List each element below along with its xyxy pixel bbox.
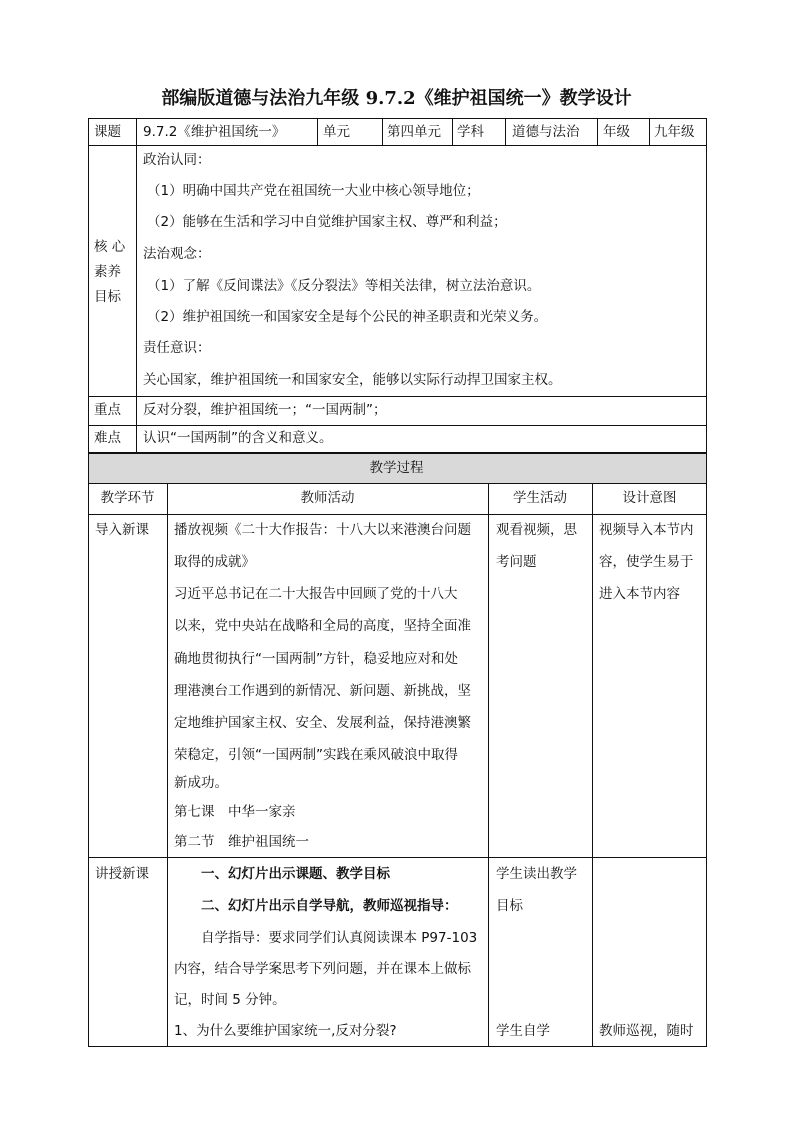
student-line: 考问题 — [496, 554, 537, 570]
column-header: 设计意图 — [622, 490, 677, 506]
column-header: 教学环节 — [100, 490, 155, 506]
divider — [382, 118, 383, 145]
design-line: 教师巡视，随时 — [599, 1023, 694, 1039]
teacher-line: 播放视频《二十大作报告：十八大以来港澳台问题 — [174, 522, 471, 538]
divider — [488, 483, 489, 1047]
divider — [592, 483, 593, 1047]
divider — [88, 425, 707, 426]
core-goal-line: （1）明确中国共产党在祖国统一大业中核心领导地位； — [147, 183, 480, 199]
key-point-value: 反对分裂，维护祖国统一；“一国两制”； — [143, 402, 387, 418]
divider — [505, 118, 506, 145]
process-header: 教学过程 — [369, 460, 424, 476]
core-goal-line: （2）能够在生活和学习中自觉维护国家主权、尊严和利益； — [147, 214, 507, 230]
divider — [88, 145, 707, 146]
grade-label: 年级 — [603, 124, 630, 140]
column-header: 学生活动 — [513, 490, 567, 506]
design-line: 进入本节内容 — [599, 586, 680, 602]
teacher-line: 内容，结合导学案思考下列问题，并在课本上做标 — [174, 961, 471, 977]
core-goal-line: （1）了解《反间谍法》《反分裂法》等相关法律，树立法治意识。 — [147, 278, 541, 294]
divider — [597, 118, 598, 145]
core-goals-label: 核 心 — [94, 239, 126, 255]
key-point-label: 重点 — [94, 402, 121, 418]
core-goal-line: 责任意识： — [143, 340, 211, 356]
teacher-line: 定地维护国家主权、安全、发展利益，保持港澳繁 — [174, 715, 471, 731]
stage-cell: 导入新课 — [95, 522, 149, 538]
topic-label: 课题 — [94, 124, 121, 140]
student-line: 观看视频，思 — [496, 522, 577, 538]
teacher-line: 理港澳台工作遇到的新情况、新问题、新挑战，坚 — [174, 683, 471, 699]
teacher-line: 以来，党中央站在战略和全局的高度，坚持全面准 — [174, 618, 471, 634]
core-goal-line: 政治认同： — [143, 152, 211, 168]
teacher-line: 自学指导：要求同学们认真阅读课本 P97-103 — [201, 930, 478, 946]
teacher-line: 二、幻灯片出示自学导航，教师巡视指导： — [201, 898, 458, 914]
student-line: 学生读出教学 — [496, 866, 577, 882]
document-title: 部编版道德与法治九年级 9.7.2《维护祖国统一》教学设计 — [161, 88, 632, 109]
subject-value: 道德与法治 — [512, 124, 580, 140]
difficult-point-value: 认识“一国两制”的含义和意义。 — [143, 430, 333, 446]
core-goals-label: 目标 — [94, 289, 121, 305]
divider — [317, 118, 318, 145]
core-goal-line: 法治观念： — [143, 246, 211, 262]
grade-value: 九年级 — [654, 124, 695, 140]
design-line: 容，使学生易于 — [599, 554, 694, 570]
core-goal-line: 关心国家，维护祖国统一和国家安全，能够以实际行动捍卫国家主权。 — [143, 372, 562, 388]
teacher-line: 新成功。 — [174, 775, 228, 791]
teacher-line: 确地贯彻执行“一国两制”方针，稳妥地应对和处 — [174, 651, 458, 667]
divider — [167, 483, 168, 1047]
student-line: 学生自学 — [496, 1023, 550, 1039]
divider — [88, 857, 707, 858]
topic-value: 9.7.2《维护祖国统一》 — [143, 124, 286, 140]
teacher-line: 第二节 维护祖国统一 — [174, 834, 309, 850]
difficult-point-label: 难点 — [94, 430, 121, 446]
divider — [649, 118, 650, 145]
core-goal-line: （2）维护祖国统一和国家安全是每个公民的神圣职责和光荣义务。 — [147, 309, 548, 325]
design-line: 视频导入本节内 — [599, 522, 694, 538]
column-header: 教师活动 — [300, 490, 355, 506]
teacher-line: 取得的成就》 — [174, 554, 255, 570]
teacher-line: 一、幻灯片出示课题、教学目标 — [201, 866, 390, 882]
stage-cell: 讲授新课 — [95, 866, 149, 882]
divider — [88, 514, 707, 515]
teacher-line: 1、为什么要维护国家统一,反对分裂? — [174, 1023, 397, 1039]
core-goals-label: 素养 — [94, 264, 121, 280]
teacher-line: 记，时间 5 分钟。 — [174, 992, 286, 1008]
unit-label: 单元 — [323, 124, 350, 140]
teacher-line: 习近平总书记在二十大报告中回顾了党的十八大 — [174, 586, 458, 602]
teacher-line: 第七课 中华一家亲 — [174, 804, 296, 820]
divider — [452, 118, 453, 145]
subject-label: 学科 — [457, 124, 484, 140]
teacher-line: 荣稳定，引领“一国两制”实践在乘风破浪中取得 — [174, 747, 458, 763]
student-line: 目标 — [496, 898, 523, 914]
divider — [88, 396, 707, 397]
unit-value: 第四单元 — [387, 124, 441, 140]
divider — [136, 118, 137, 453]
divider — [88, 483, 707, 484]
